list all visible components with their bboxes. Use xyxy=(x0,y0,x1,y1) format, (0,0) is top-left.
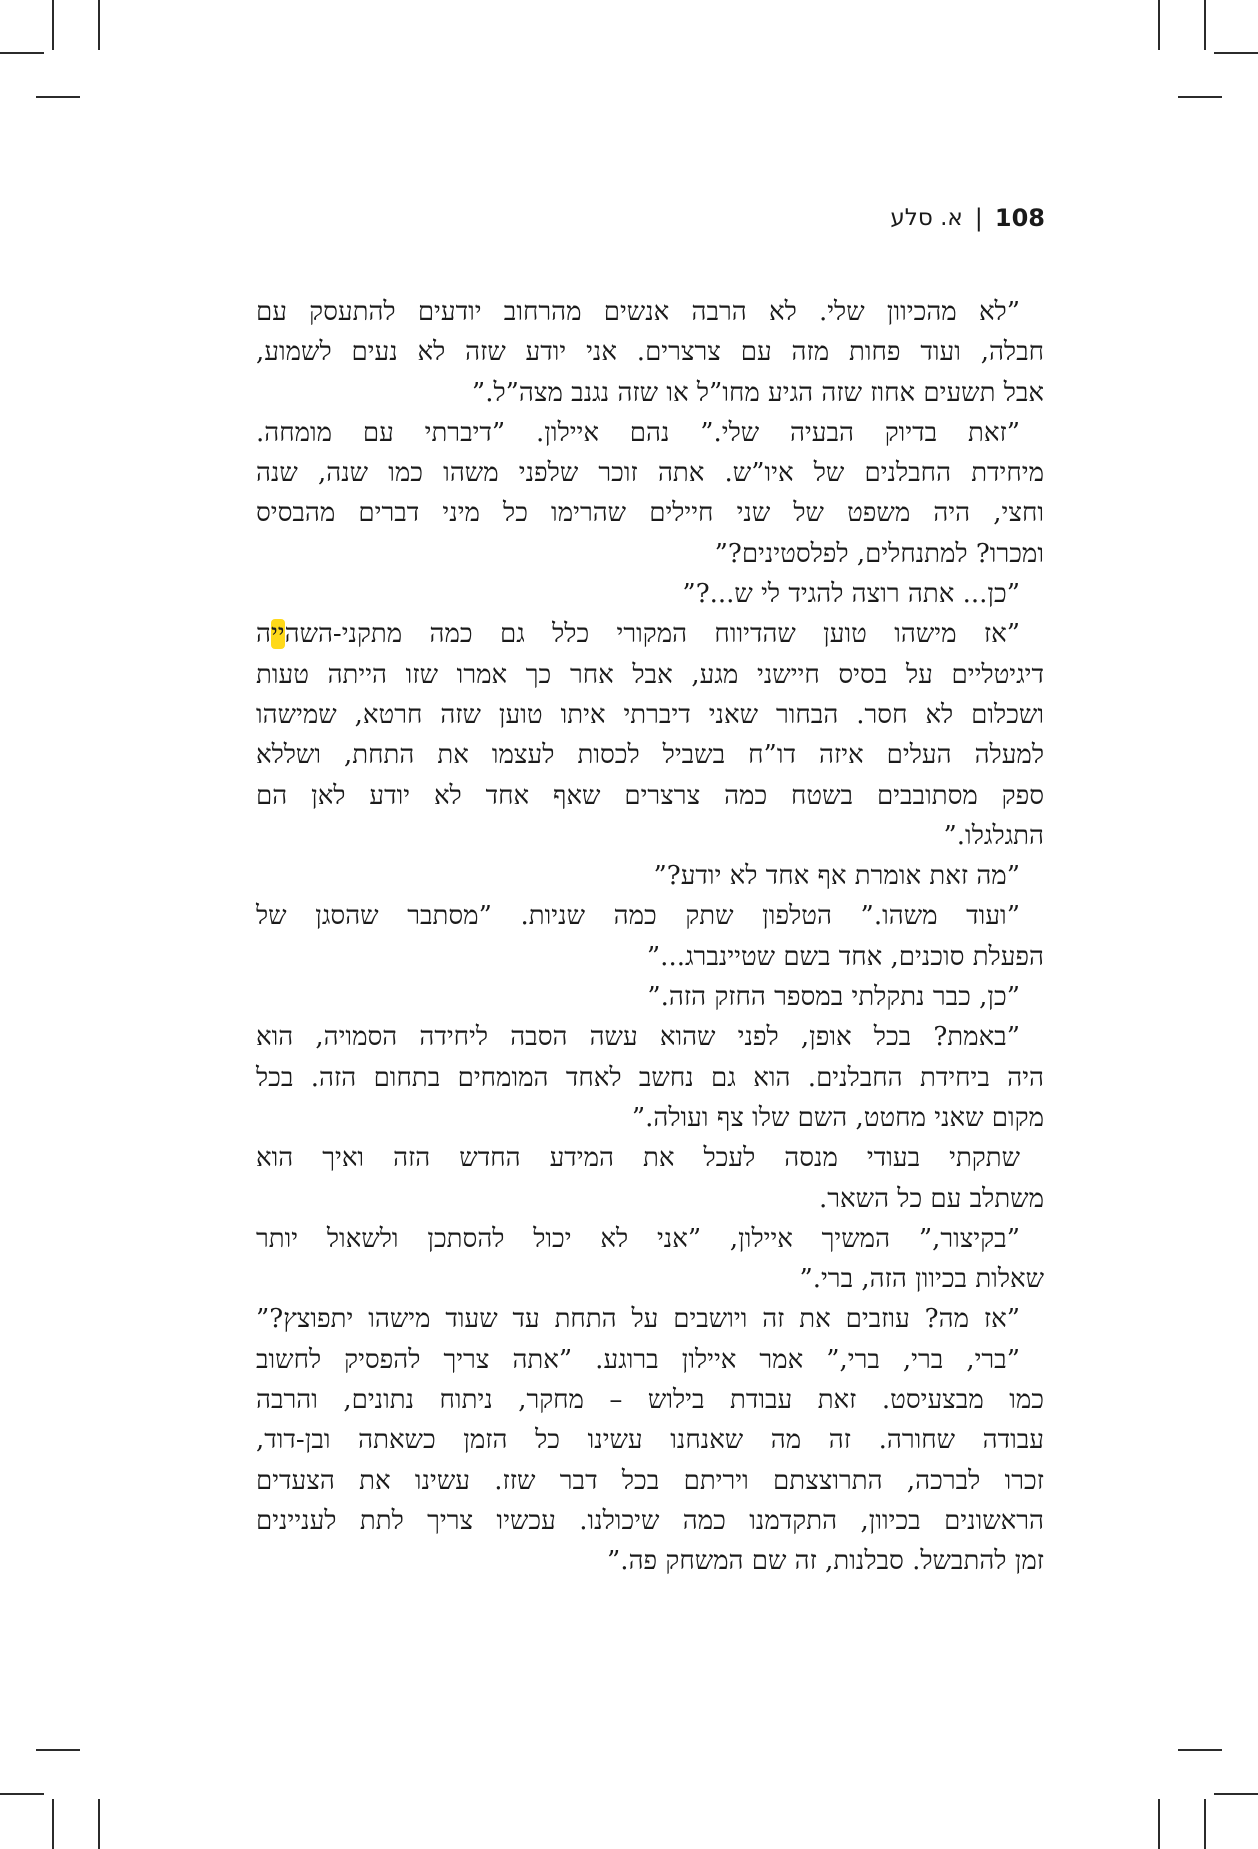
crop-mark xyxy=(1158,1799,1160,1849)
crop-mark xyxy=(1204,1799,1206,1849)
text-line: היה ביחידת החבלנים. הוא גם נחשב לאחד המומחים בתחום הזה. בכל xyxy=(256,1062,1044,1093)
text-line: ”ברי, ברי, ברי,” אמר איילון ברוגע. ”אתה צריך להפסיק לחשוב xyxy=(256,1344,1020,1375)
text-line: דיגיטליים על בסיס חיישני מגע, אבל אחר כך אמרו שזו הייתה טעות xyxy=(256,659,1044,690)
author-name: א. סלע xyxy=(890,205,963,231)
text-line: ”כן, כבר נתקלתי במספר החזק הזה.” xyxy=(647,982,1020,1013)
page-number: 108 xyxy=(994,204,1045,232)
text-line: זמן להתבשל. סבלנות, זה שם המשחק פה.” xyxy=(607,1546,1044,1577)
text-line: הראשונים בכיוון, התקדמנו כמה שיכולנו. עכשיו צריך לתת לעניינים xyxy=(256,1505,1044,1536)
text-line: ”ועוד משהו.” הטלפון שתק כמה שניות. ”מסתבר שהסגן של xyxy=(256,901,1020,932)
text-line: שאלות בכיוון הזה, ברי.” xyxy=(799,1264,1044,1295)
text-line: חבלה, ועוד פחות מזה עם צרצרים. אני יודע שזה לא נעים לשמוע, xyxy=(256,337,1044,368)
crop-mark xyxy=(98,1799,100,1849)
text-line: כמו מבצעיסט. זאת עבודת בילוש – מחקר, ניתוח נתונים, והרבה xyxy=(256,1385,1044,1416)
text-line: ושכלום לא חסר. הבחור שאני דיברתי איתו טוען שזה חרטא, שמישהו xyxy=(256,699,1044,730)
header-separator: | xyxy=(974,204,983,232)
body-text xyxy=(256,292,1044,1582)
text-line: ”בקיצור,” המשיך איילון, ”אני לא יכול להסתכן ולשאול יותר xyxy=(256,1223,1020,1254)
text-line: משתלב עם כל השאר. xyxy=(819,1183,1044,1214)
crop-mark xyxy=(0,52,44,54)
text-line: עבודה שחורה. זה מה שאנחנו עשינו כל הזמן כשאתה ובן-דוד, xyxy=(256,1425,1044,1456)
crop-mark xyxy=(0,1793,44,1795)
text-line: אבל תשעים אחוז שזה הגיע מחו”ל או שזה נגנב מצה”ל.” xyxy=(471,377,1044,408)
crop-mark xyxy=(1178,1749,1222,1751)
text-line: שתקתי בעודי מנסה לעכל את המידע החדש הזה ואיך הוא xyxy=(256,1143,1020,1174)
text-line: מיחידת החבלנים של איו”ש. אתה זוכר שלפני משהו כמו שנה, שנה xyxy=(256,458,1044,489)
text-line: ומכרו? למתנחלים, לפלסטינים?” xyxy=(714,538,1044,569)
text-line: ”זאת בדיוק הבעיה שלי.” נהם איילון. ”דיברתי עם מומחה. xyxy=(256,417,1020,448)
crop-mark xyxy=(1214,52,1258,54)
crop-mark xyxy=(36,96,80,98)
crop-mark xyxy=(1178,96,1222,98)
text-line: למעלה העלים איזה דו”ח בשביל לכסות לעצמו את התחת, ושללא xyxy=(256,740,1044,771)
text-line: וחצי, היה משפט של שני חיילים שהרימו כל מיני דברים מהבסיס xyxy=(256,498,1044,529)
text-line: מקום שאני מחטט, השם שלו צף ועולה.” xyxy=(631,1102,1044,1133)
crop-mark xyxy=(1214,1793,1258,1795)
crop-mark xyxy=(1204,0,1206,50)
crop-mark xyxy=(36,1749,80,1751)
text-line: ”אז מה? עוזבים את זה ויושבים על התחת עד שעוד מישהו יתפוצץ?” xyxy=(256,1304,1020,1335)
text-line xyxy=(256,614,1044,654)
crop-mark xyxy=(98,0,100,50)
crop-mark xyxy=(52,1799,54,1849)
text-line: ”כן... אתה רוצה להגיד לי ש...?” xyxy=(682,579,1020,610)
text-line: הפעלת סוכנים, אחד בשם שטיינברג...” xyxy=(646,941,1044,972)
text-line: התגלגלו.” xyxy=(943,820,1044,851)
highlighted-text: יי xyxy=(270,619,285,650)
text-line: ”לא מהכיוון שלי. לא הרבה אנשים מהרחוב יודעים להתעסק עם xyxy=(256,297,1020,327)
running-header xyxy=(890,204,1045,232)
text-line: ”באמת? בכל אופן, לפני שהוא עשה הסבה ליחידה הסמויה, הוא xyxy=(256,1022,1020,1053)
text-segment: ”אז מישהו טוען שהדיווח המקורי כלל גם כמה מתקני-השה xyxy=(284,619,1020,650)
text-line: ”מה זאת אומרת אף אחד לא יודע?” xyxy=(653,861,1020,892)
crop-mark xyxy=(52,0,54,50)
text-line: זכרו לברכה, התרוצצתם ויריתם בכל דבר שזז. עשינו את הצעדים xyxy=(256,1465,1044,1496)
text-line: ספק מסתובבים בשטח כמה צרצרים שאף אחד לא יודע לאן הם xyxy=(256,780,1044,811)
text-segment: ה xyxy=(256,619,271,650)
crop-mark xyxy=(1158,0,1160,50)
